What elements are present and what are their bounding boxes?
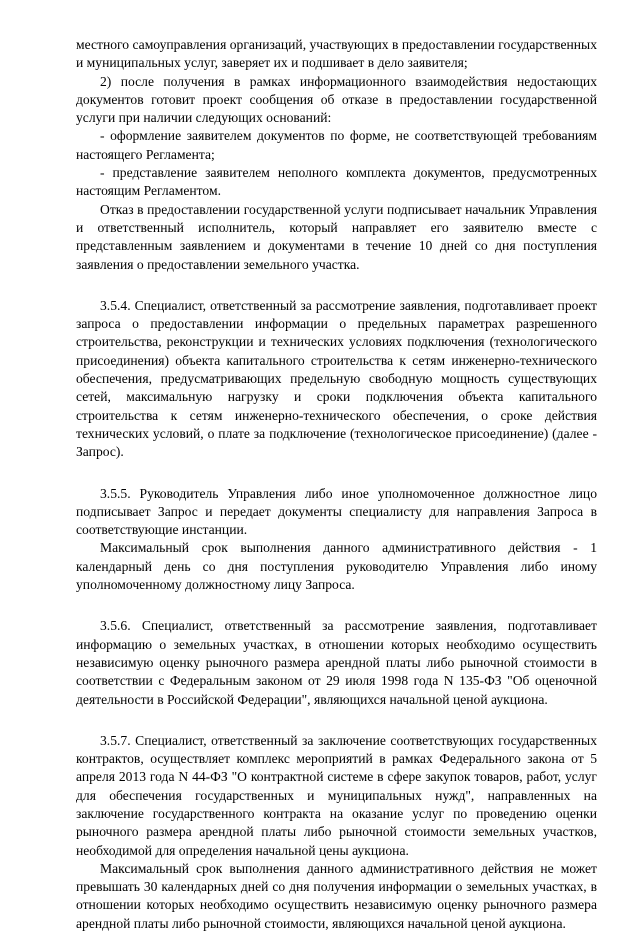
paragraph-3-5-7: 3.5.7. Специалист, ответственный за заключение соответствующих государственных контрактов, осуществляет комплекс мероприятий в рамках Федерального закона от 5 апреля 2013 года N 44-ФЗ "О контрактной системе в сфере закупок товаров, работ, услуг для обеспечения государственных и муниципальных нужд", направленных на заключение государственного контракта на оказание услуг по проведению оценки рыночного размера арендной платы либо рыночной стоимости земельных участков, необходимой для определения начальной цены аукциона. <box>76 732 597 858</box>
paragraph-gap <box>76 709 597 732</box>
paragraph-refusal: Отказ в предоставлении государственной услуги подписывает начальник Управления и ответственный исполнитель, который направляет его заявителю вместе с представленным заявлением и документами в течение 10 дней со дня поступления заявления о предоставлении земельного участка. <box>76 201 597 272</box>
paragraph-bullet-incomplete: - представление заявителем неполного комплекта документов, предусмотренных настоящим Регламентом. <box>76 165 597 199</box>
paragraph-gap <box>76 594 597 617</box>
paragraph-continuation: местного самоуправления организаций, участвующих в предоставлении государственных и муниципальных услуг, заверяет их и подшивает в дело заявителя; <box>76 37 597 71</box>
paragraph-gap <box>76 274 597 297</box>
paragraph-3-5-6: 3.5.6. Специалист, ответственный за рассмотрение заявления, подготавливает информацию о земельных участках, в отношении которых необходимо осуществить независимую оценку рыночного размера арендной платы либо рыночной стоимости в соответствии с Федеральным законом от 29 июля 1998 года N 135-ФЗ "Об оценочной деятельности в Российской Федерации", являющихся начальной ценой аукциона. <box>76 618 597 707</box>
document-page <box>76 36 597 933</box>
paragraph-3-5-7-term: Максимальный срок выполнения данного административного действия не может превышать 30 календарных дней со дня получения информации о земельных участках, в отношении которых необходимо осуществить независимую оценку рыночного размера арендной платы либо рыночной стоимости, являющихся начальной ценой аукциона. <box>76 860 597 931</box>
paragraph-3-5-5: 3.5.5. Руководитель Управления либо иное уполномоченное должностное лицо подписывает Запрос и передает документы специалисту для направления Запроса в соответствующие инстанции. <box>76 485 597 538</box>
paragraph-item-2: 2) после получения в рамках информационного взаимодействия недостающих документов готовит проект сообщения об отказе в предоставлении государственной услуги при наличии следующих оснований: <box>76 73 597 126</box>
paragraph-3-5-5-term: Максимальный срок выполнения данного административного действия - 1 календарный день со дня поступления руководителю Управления либо иному уполномоченному должностному лицу Запроса. <box>76 540 597 593</box>
paragraph-gap <box>76 462 597 485</box>
paragraph-3-5-4: 3.5.4. Специалист, ответственный за рассмотрение заявления, подготавливает проект запроса о предоставлении информации о предельных параметрах разрешенного строительства, реконструкции и технических условиях подключения (технологического присоединения) объекта капитального строительства к сетям инженерно-технического обеспечения, предусматривающих предельную свободную мощность существующих сетей, максимальную нагрузку и сроки подключения объекта капитального строительства к сетям инженерно-технического обеспечения, о сроке действия технических условий, о плате за подключение (технологическое присоединение) (далее - Запрос). <box>76 297 597 460</box>
paragraph-bullet-form: - оформление заявителем документов по форме, не соответствующей требованиям настоящего Регламента; <box>76 128 597 162</box>
